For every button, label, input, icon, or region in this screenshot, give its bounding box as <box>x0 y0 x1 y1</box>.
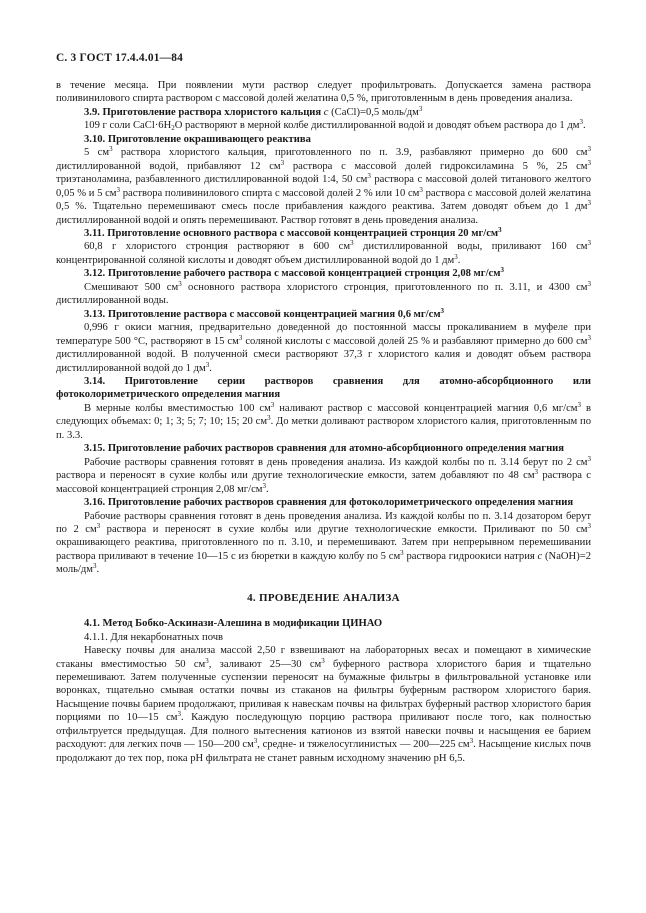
clause-heading-1: 3.9. Приготовление раствора хлористого кальция c (CaCl)=0,5 моль/$дм^3$ <box>84 104 423 118</box>
clause-heading-13: 3.15. Приготовление рабочих растворов сравнения для атомно-абсорбционного определения магния <box>84 443 565 455</box>
clause-heading-7: 3.12. Приготовление рабочего раствора с массовой концентрацией стронция 2,08 $мг/см^3$ <box>84 266 504 280</box>
paragraph-6: 60,8 г хлористого стронция растворяют в 600 $см^3$ дистиллированной воды, приливают 160 $см^3$ концентрированной соляной кислоты и доводят объем дистиллированной водой до 1 $дм^3$. <box>56 239 591 266</box>
paragraph-10: 0,996 г окиси магния, предварительно доведенной до постоянной массы прокаливанием в муфеле при температуре 500 °С, растворяют в 15 $см^3$ соляной кислоты с массовой долей 25 % и разбавляют примерно до 600 $см^3$ дистиллированной водой. В полученной смеси растворяют 37,3 г хлористого калия и доводят объем раствора дистиллированной водой до 1 $дм^3$. <box>56 322 591 374</box>
paragraph-8: Смешивают 500 $см^3$ основного раствора хлористого стронция, приготовленного по п. 3.11, и 4300 $см^3$ дистиллированной воды. <box>56 279 591 307</box>
paragraph-16: Рабочие растворы сравнения готовят в день проведения анализа. Из каждой колбы по п. 3.14 дозатором берут по 2 $см^3$ раствора и переносят в сухие колбы или другие технологические емкости. Приливают по 50 $см^3$ окрашивающего реактива, приготовленного по п. 3.10, и перемешивают. Затем при непрерывном перемешивании раствора приливают в течение 10—15 с из бюретки в каждую колбу по 5 $см^3$ раствора гидроокиси натрия c (NaOH)=2 моль/$дм^3$. <box>56 510 591 576</box>
paragraph-14: Рабочие растворы сравнения готовят в день проведения анализа. Из каждой колбы по п. 3.14 берут по 2 $см^3$ раствора и переносят в сухие колбы или другие технологические емкости, затем добавляют по 48 $см^3$ раствора с массовой концентрацией стронция 2,08 $мг/см^3$. <box>56 454 591 495</box>
clause-heading-11: 3.14. Приготовление серии растворов сравнения для атомно-абсорбционного или фотоколориметрического определения магния <box>56 375 591 401</box>
page-header: С. 3 ГОСТ 17.4.4.01—84 <box>56 52 183 64</box>
paragraph-2: 109 г соли $CaCl\cdot 6H_2O$ растворяют в мерной колбе дистиллированной водой и доводят объем раствора до 1 $дм^3$. <box>84 118 586 133</box>
paragraph-19: 4.1.1. Для некарбонатных почв <box>84 631 224 643</box>
document-body <box>56 79 591 765</box>
section-title-17: 4. ПРОВЕДЕНИЕ АНАЛИЗА <box>247 591 400 604</box>
clause-heading-3: 3.10. Приготовление окрашивающего реактива <box>84 133 311 145</box>
clause-heading-15: 3.16. Приготовление рабочих растворов сравнения для фотоколориметрического определения магния <box>84 497 574 509</box>
paragraph-20: Навеску почвы для анализа массой 2,50 г взвешивают на лабораторных весах и помещают в химические стаканы вместимостью 50 $см^3$, заливают 25—30 $см^3$ буферного раствора хлористого бария и тщательно перемешивают. Затем полученные суспензии переносят на бумажные фильтры в фильтровальной установке или воронках, тщательно смывая остатки почвы из стаканов на фильтры буферным раствором хлористого бария. Насыщение почвы барием продолжают, приливая к навескам почвы на фильтрах буферный раствор хлористого бария порциями по 10—15 $см^3$. Каждую последующую порцию раствора приливают после того, как полностью отфильтруется предыдущая. Для полного вытеснения катионов из взятой навески почвы и насыщения ее барием расходуют: для легких почв — 150—200 $см^3$, средне- и тяжелосуглинистых — 200—225 $см^3$. Насыщение кислых почв продолжают до тех пор, пока pH фильтрата не станет равным исходному значению pH 6,5. <box>56 645 591 764</box>
paragraph-4: 5 $см^3$ раствора хлористого кальция, приготовленного по п. 3.9, разбавляют примерно до 600 $см^3$ дистиллированной водой, прибавляют 12 $см^3$ раствора с массовой долей гидроксиламина 5 %, 25 $см^3$ триэтаноламина, разбавленного дистиллированной водой 1:4, 50 $см^3$ раствора с массовой долей титанового желтого 0,05 % и 5 $см^3$ раствора поливинилового спирта с массовой долей 2 % или 10 $см^3$ раствора с массовой долей желатина 0,5 %. Тщательно перемешивают смесь после прибавления каждого реактива. Затем доводят объем до 1 $дм^3$ дистиллированной водой и опять перемешивают. Раствор готовят в день проведения анализа. <box>56 145 591 226</box>
clause-heading-9: 3.13. Приготовление раствора с массовой концентрацией магния 0,6 $мг/см^3$ <box>84 306 445 320</box>
clause-heading-18: 4.1. Метод Бобко-Аскинази-Алешина в модификации ЦИНАО <box>84 618 383 630</box>
clause-heading-5: 3.11. Приготовление основного раствора с массовой концентрацией стронция 20 $мг/см^3$ <box>84 225 502 239</box>
paragraph-0: в течение месяца. При появлении мути раствор следует профильтровать. Допускается замена раствора поливинилового спирта раствором с массовой долей желатина 0,5 %, приготовленным в день проведения анализа. <box>56 80 591 105</box>
paragraph-12: В мерные колбы вместимостью 100 $см^3$ наливают раствор с массовой концентрацией магния 0,6 $мг/см^3$ в следующих объемах: 0; 1; 3; 5; 7; 10; 15; 20 $см^3$. До метки доливают раствором хлористого калия, приготовленным по п. 3.3. <box>56 400 591 441</box>
